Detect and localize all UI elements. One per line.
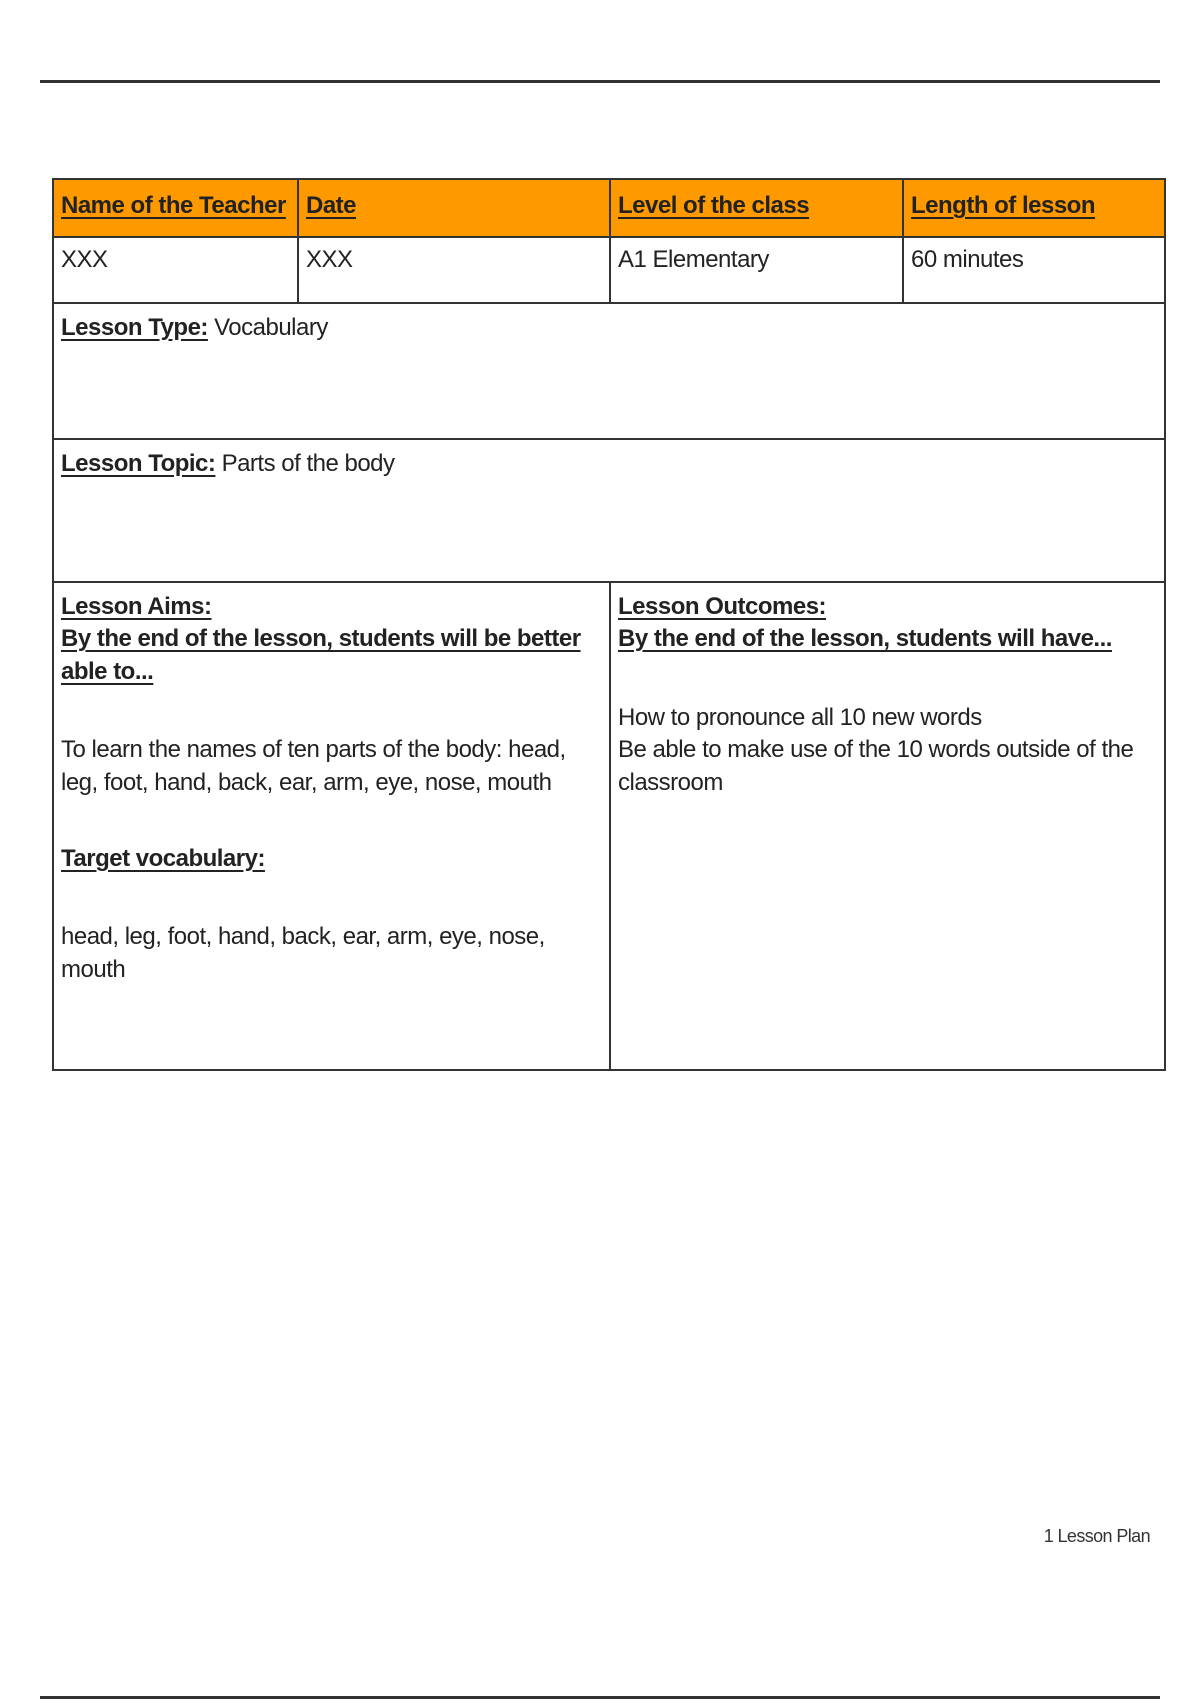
target-vocabulary-label: Target vocabulary: (61, 844, 265, 872)
date-header: Date (298, 179, 610, 237)
lesson-outcomes-title: Lesson Outcomes: (618, 593, 827, 620)
lesson-outcomes-cell (610, 582, 1165, 1070)
lesson-type-row (53, 303, 1165, 439)
teacher-header: Name of the Teacher (53, 179, 298, 237)
outcome-item: Be able to make use of the 10 words outside of the classroom (618, 736, 1134, 796)
bottom-rule (40, 1696, 1160, 1699)
lesson-type-cell (53, 303, 1165, 439)
lesson-type-value: Vocabulary (214, 314, 328, 341)
target-vocabulary-list: head, leg, foot, hand, back, ear, arm, eye, nose, mouth (61, 923, 545, 983)
level-value: A1 Elementary (610, 237, 903, 303)
header-row (53, 179, 1165, 237)
lesson-topic-label: Lesson Topic: (61, 450, 216, 477)
date-value: XXX (298, 237, 610, 303)
lesson-topic-cell (53, 439, 1165, 582)
lesson-aims-cell (53, 582, 610, 1070)
teacher-value: XXX (53, 237, 298, 303)
top-rule (40, 80, 1160, 83)
values-row (53, 237, 1165, 303)
aims-outcomes-row (53, 582, 1165, 1070)
lesson-topic-value: Parts of the body (221, 450, 395, 477)
level-header: Level of the class (610, 179, 903, 237)
lesson-aims-body: To learn the names of ten parts of the body: head, leg, foot, hand, back, ear, arm, eye, nose, mouth (61, 736, 566, 796)
footer-page-label: 1 Lesson Plan (1043, 1526, 1150, 1546)
lesson-outcomes-subtitle: By the end of the lesson, students will have... (618, 625, 1112, 653)
lesson-aims-subtitle: By the end of the lesson, students will be better able to... (61, 625, 581, 685)
lesson-plan-table (52, 178, 1166, 1071)
length-value: 60 minutes (903, 237, 1165, 303)
lesson-topic-row (53, 439, 1165, 582)
lesson-type-label: Lesson Type: (61, 314, 208, 341)
length-header: Length of lesson (903, 179, 1165, 237)
lesson-aims-title: Lesson Aims: (61, 593, 212, 620)
outcome-item: How to pronounce all 10 new words (618, 703, 982, 731)
